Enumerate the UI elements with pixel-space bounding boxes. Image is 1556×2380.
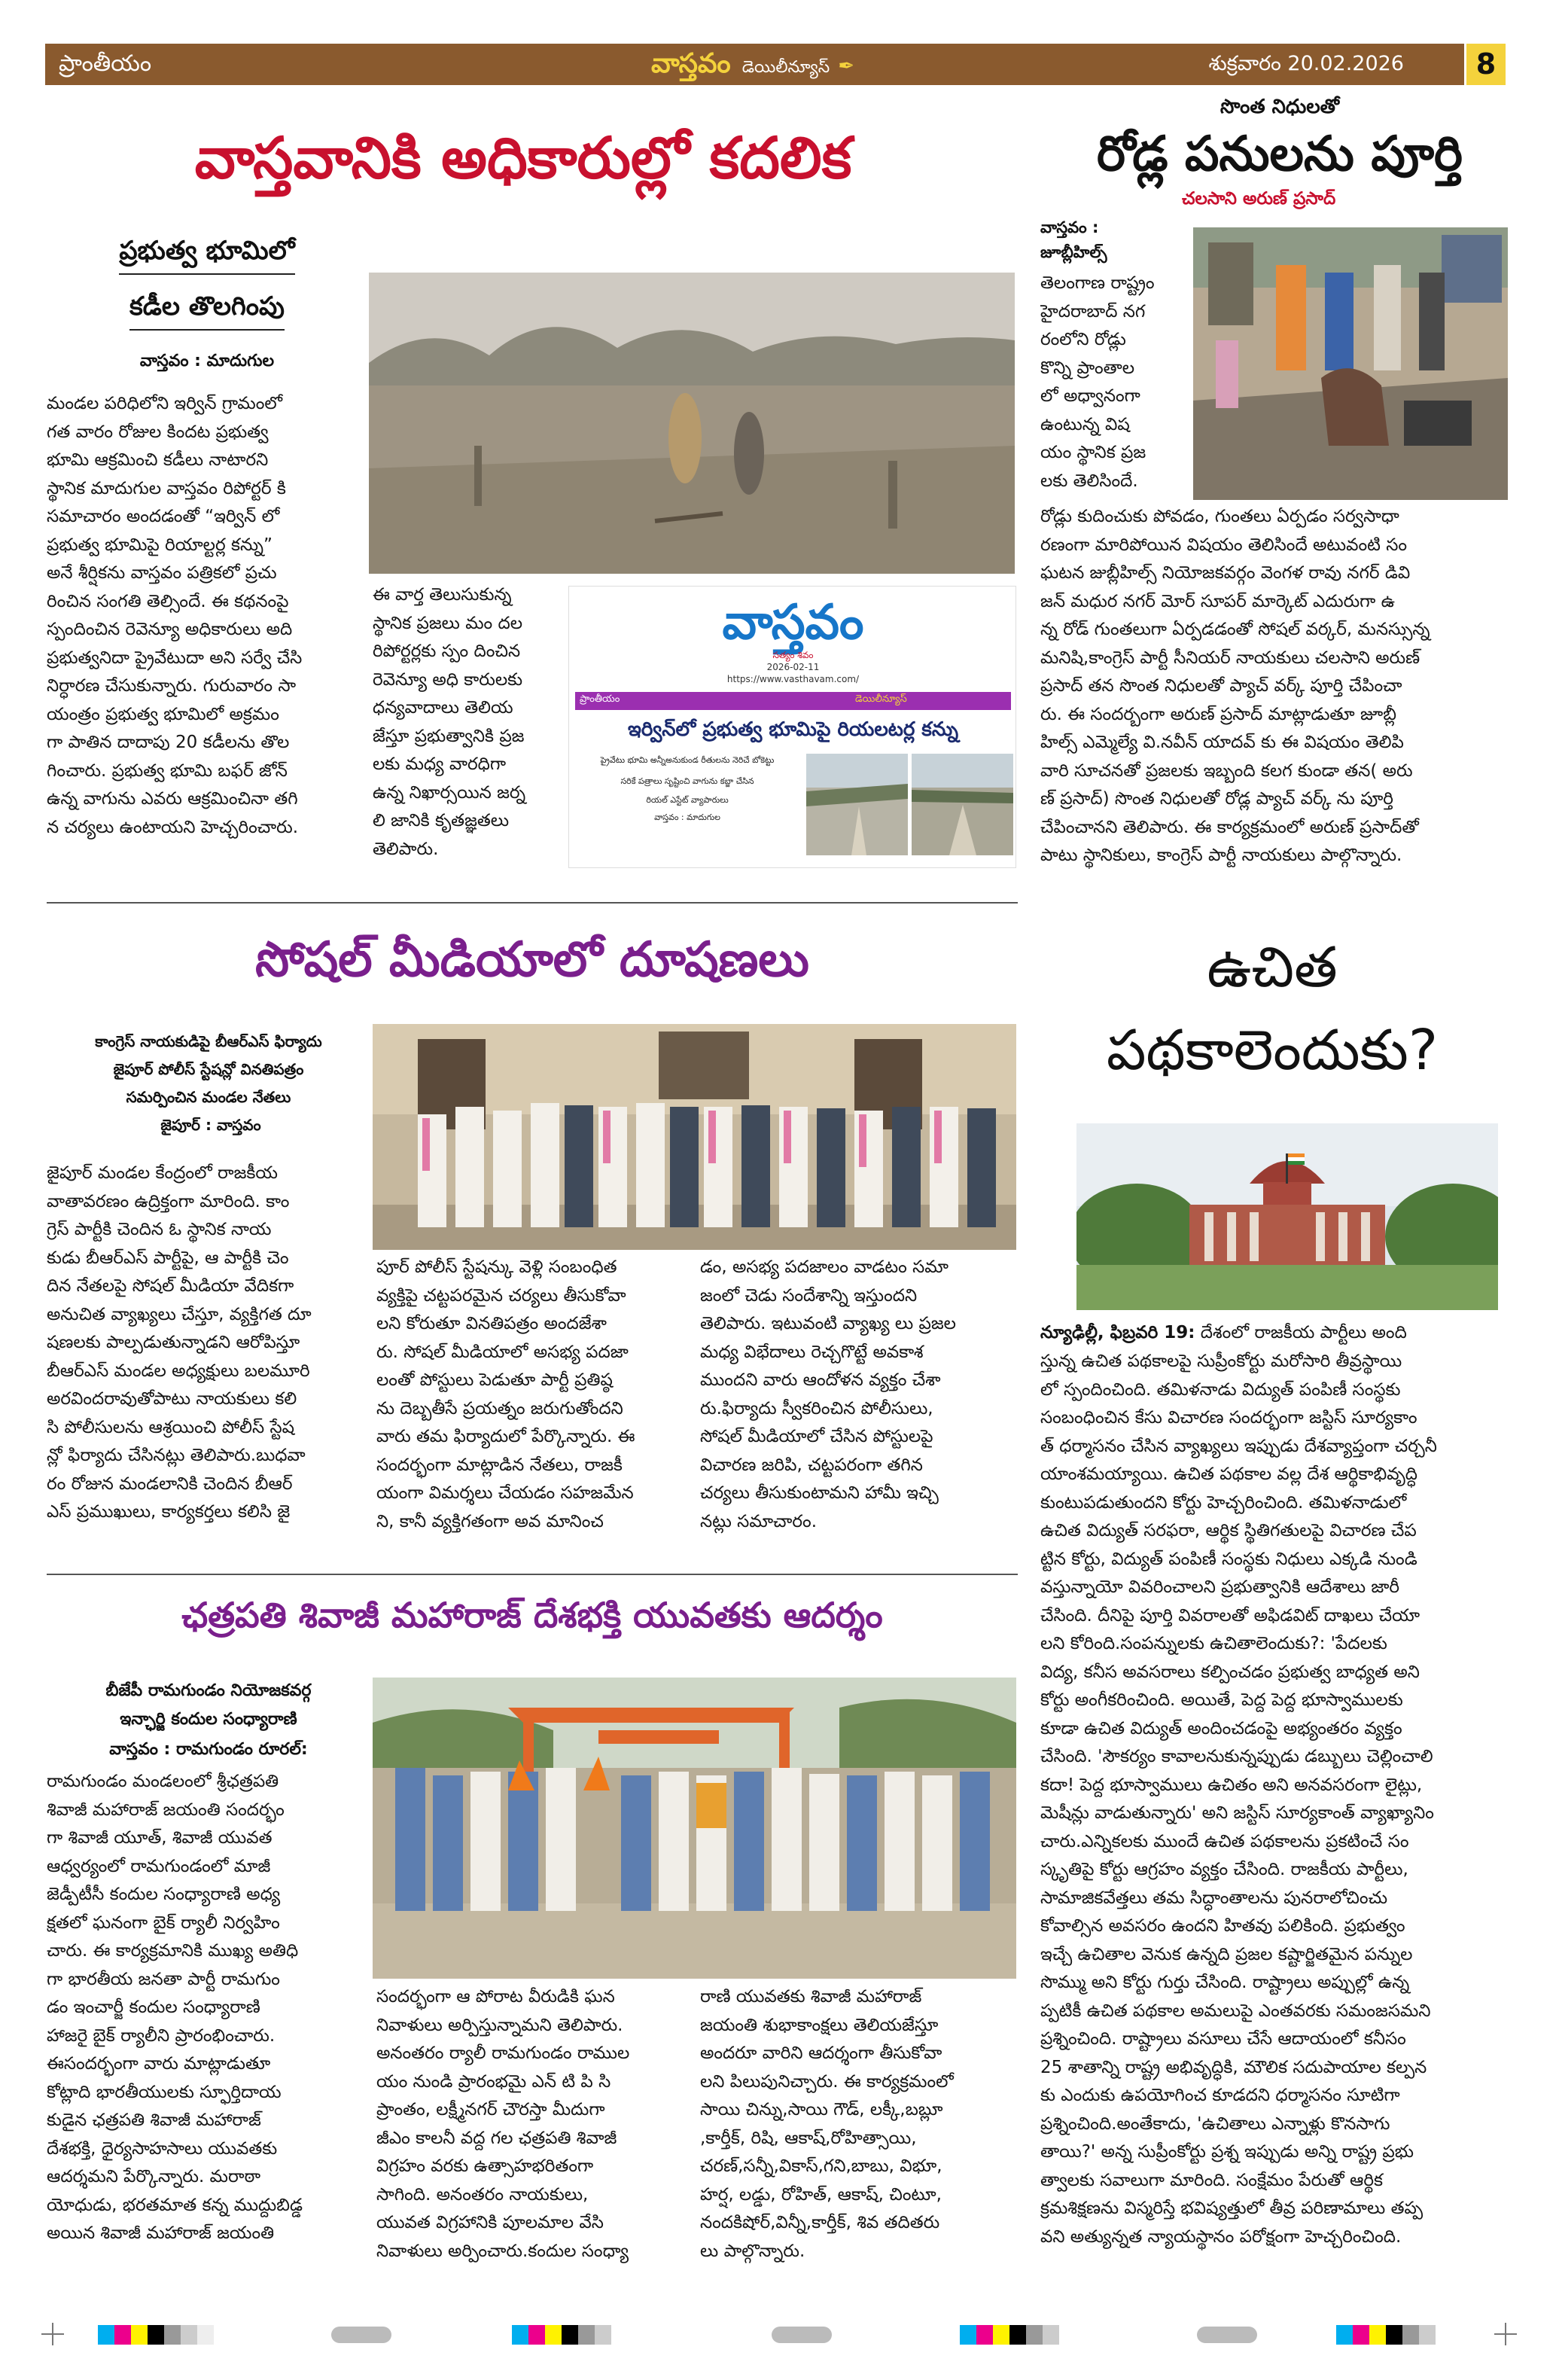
clip-url: https://www.vasthavam.com/ — [726, 674, 860, 684]
gray-pill-2 — [772, 2327, 832, 2343]
story3-body-col2: పూర్ పోలీస్ స్టేషన్కు వెళ్లి సంబంధిత వ్యక్తిపై చట్టపరమైన చర్యలు తీసుకోవా లని కోరుతూ వినతిపత్రం అందజేశా రు. సోషల్ మీడియాలో అసభ్య పదజా లంతో పోస్టులు పెడుతూ పార్టీ ప్రతిష్ఠ ను దెబ్బతీసే ప్రయత్నం జరుగుతోందని వారు తమ ఫిర్యాదులో పేర్కొన్నారు. ఈ సందర్భంగా మాట్లాడిన నేతలు, రాజకీ యంగా విమర్శలు చేయడం సహజమేన ని, కానీ వ్యక్తిగతంగా అవ మానించ — [376, 1257, 635, 1531]
story1-headline: వాస్తవానికి అధికారుల్లో కదలిక — [194, 124, 852, 191]
story1-subhead — [53, 230, 361, 331]
masthead-sub: డెయిలీన్యూస్ — [741, 58, 830, 77]
divider-story1 — [47, 902, 1018, 904]
clip-photo-left — [806, 754, 908, 855]
clip-headline: ఇర్విన్‌లో ప్రభుత్వ భూమిపై రియలటర్ల కన్ను — [628, 718, 958, 741]
clip-logo-tag: సత్యం శివం — [772, 650, 814, 660]
story5-dateline: వాస్తవం : రామగుండం రూరల్: — [109, 1740, 308, 1759]
header-date: శుక్రవారం 20.02.2026 — [1208, 52, 1404, 75]
story4-headline-line2: పథకాలెందుకు? — [1106, 1018, 1439, 1083]
gray-pill-1 — [331, 2327, 391, 2343]
story5-body-col1: రామగుండం మండలంలో శ్రీఛత్రపతి శివాజీ మహారాజ్ జయంతి సందర్భం గా శివాజీ యూత్, శివాజీ యువత ఆధ్వర్యంలో రామగుండంలో మాజీ జెడ్పీటీసీ కందుల సంధ్యారాణి అధ్య క్షతలో ఘనంగా బైక్ ర్యాలీ నిర్వహిం చారు. ఈ కార్యక్రమానికి ముఖ్య అతిధి గా భారతీయ జనతా పార్టీ రామగుం డం ఇంచార్జీ కందుల సంధ్యారాణి హాజరై బైక్ ర్యాలీని ప్రారంభించారు. ఈసందర్భంగా వారు మాట్లాడుతూ కోట్లాది భారతీయులకు స్ఫూర్తిదాయ కుడైన ఛత్రపతి శివాజీ మహారాజ్ దేశభక్తి, ధైర్యసాహసాలు యువతకు ఆదర్శమని పేర్కొన్నారు. మరాఠా యోధుడు, భరతమాత కన్న ముద్దుబిడ్డ అయిన శివాజీ మహారాజ్ జయంతి — [47, 1772, 303, 2243]
story2-body-top: తెలంగాణ రాష్ట్రం హైదరాబాద్ నగ రంలోని రోడ్లు కొన్ని ప్రాంతాల లో అధ్వానంగా ఉంటున్న విష యం స్థానిక ప్రజ లకు తెలిసిందే. — [1040, 273, 1155, 491]
registration-crosshair-right — [1494, 2323, 1517, 2345]
color-bar-4 — [1336, 2325, 1436, 2345]
story2-kicker: సొంత నిధులతో — [1220, 96, 1340, 118]
story1-body-col2: ఈ వార్త తెలుసుకున్న స్థానిక ప్రజలు మం దల రిపోర్టర్లకు స్పం దించిన రెవెన్యూ అధి కారులకు ధన్యవాదాలు తెలియ జేస్తూ ప్రభుత్వానికి ప్రజ లకు మధ్య వారధిగా ఉన్న నిఖార్సయిన జర్న లి జానికి కృతజ్ఞతలు తెలిపారు. — [373, 585, 526, 859]
story3-sub1: కాంగ్రెస్ నాయకుడిపై బీఆర్ఎస్ ఫిర్యాదు — [95, 1032, 322, 1050]
story4-lead-para — [1040, 1319, 1507, 1349]
story5-rally-photo — [373, 1678, 1016, 1979]
story3-dateline: జైపూర్ : వాస్తవం — [160, 1116, 261, 1134]
clip-line1: ప్రైవేటు భూమి అన్నీఅనుకుండ రీతులను నెరిచే బోకెట్టు — [600, 755, 775, 765]
story2-byline: చలసాని అరుణ్ ప్రసాద్ — [1182, 189, 1336, 209]
story4-court-photo — [1076, 1123, 1498, 1310]
clip-photo-right — [912, 754, 1013, 855]
story1-subhead-line2: కడీల తొలగింపు — [129, 285, 285, 331]
quill-icon: ✒ — [838, 55, 855, 78]
masthead — [595, 45, 911, 84]
color-bar-1 — [98, 2325, 214, 2345]
page-number: 8 — [1466, 44, 1506, 85]
story4-lead: న్యూఢిల్లీ, ఫిబ్రవరి 19: — [1040, 1323, 1195, 1342]
story3-body-col1: జైపూర్ మండల కేంద్రంలో రాజకీయ వాతావరణం ఉద్రిక్తంగా మారింది. కాం గ్రెస్ పార్టీకి చెందిన ఓ స్థానిక నాయ కుడు బీఆర్ఎస్ పార్టీపై, ఆ పార్టీకి చెం దిన నేతలపై సోషల్ మీడియా వేదికగా అనుచిత వ్యాఖ్యలు చేస్తూ, వ్యక్తిగత దూ షణలకు పాల్పడుతున్నాడని ఆరోపిస్తూ బీఆర్ఎస్ మండల అధ్యక్షులు బలమూరి అరవిందరావుతోపాటు నాయకులు కలి సి పోలీసులను ఆశ్రయించి పోలీస్ స్టేష న్లో ఫిర్యాదు చేసినట్లు తెలిపారు.బుధవా రం రోజున మండలానికి చెందిన బీఆర్ ఎస్ ప్రముఖులు, కార్యకర్తలు కలిసి జై — [47, 1163, 312, 1522]
clip-line3: రియల్ ఎస్టేట్ వ్యాపారులు — [646, 795, 729, 805]
story2-dateline2: జూబ్లీహిల్స్ — [1040, 243, 1107, 261]
color-bar-2 — [512, 2325, 611, 2345]
story2-dateline1: వాస్తవం : — [1040, 218, 1099, 236]
story2-headline: రోడ్ల పనులను పూర్తి — [1097, 126, 1463, 182]
clip-line2: సరికే పత్రాలు సృష్టించి వాగును కబ్జా చేసిన — [620, 776, 754, 786]
story3-sub2: జైపూర్ పోలీస్ స్టేషన్లో వినతిపత్రం — [113, 1060, 304, 1078]
story1-dateline: వాస్తవం : మాదుగుల — [139, 352, 275, 370]
divider-story3 — [47, 1574, 1018, 1575]
story4-headline-line1: ఉచిత — [1207, 935, 1338, 1000]
story1-clipping — [568, 586, 1016, 868]
story4-body: స్తున్న ఉచిత పథకాలపై సుప్రీంకోర్టు మరోసారి తీవ్రస్థాయి లో స్పందించింది. తమిళనాడు విద్యుత్ పంపిణీ సంస్థకు సంబంధించిన కేసు విచారణ సందర్భంగా జస్టిస్ సూర్యకాం త్ ధర్మాసనం చేసిన వ్యాఖ్యలు ఇప్పుడు దేశవ్యాప్తంగా చర్చనీ యాంశమయ్యాయి. ఉచిత పథకాల వల్ల దేశ ఆర్థికాభివృద్ధి కుంటుపడుతుందని కోర్టు హెచ్చరించింది. తమిళనాడులో ఉచిత విద్యుత్ సరఫరా, ఆర్థిక స్థితిగతులపై విచారణ చేప ట్టిన కోర్టు, విద్యుత్ పంపిణీ సంస్థకు నిధులు ఎక్కడి నుండి వస్తున్నాయో వివరించాలని ప్రభుత్వానికి ఆదేశాలు జారీ చేసింది. దీనిపై పూర్తి వివరాలతో అఫిడవిట్ దాఖలు చేయా లని కోరింది.సంపన్నులకు ఉచితాలెందుకు?: 'పేదలకు విద్య, కనీస అవసరాలు కల్పించడం ప్రభుత్వ బాధ్యత అని కోర్టు అంగీకరించింది. అయితే, పెద్ద పెద్ద భూస్వాములకు కూడా ఉచిత విద్యుత్ అందించడంపై అభ్యంతరం వ్యక్తం చేసింది. 'సౌకర్యం కావాలనుకున్నప్పుడు డబ్బులు చెల్లించాలి కదా! పెద్ద భూస్వాములు ఉచితం అని అనవసరంగా లైట్లు, మెషీన్లు వాడుతున్నారు' అని జస్టిస్ సూర్యకాంత్ వ్యాఖ్యానిం చారు.ఎన్నికలకు ముందే ఉచిత పథకాలను ప్రకటించే సం స్కృతిపై కోర్టు ఆగ్రహం వ్యక్తం చేసింది. రాజకీయ పార్టీలు, సామాజికవేత్తలు తమ సిద్ధాంతాలను పునరాలోచించు కోవాల్సిన అవసరం ఉందని హితవు పలికింది. ప్రభుత్వం ఇచ్చే ఉచితాల వెనుక ఉన్నది ప్రజల కష్టార్జితమైన పన్నుల సొమ్ము అని కోర్టు గుర్తు చేసింది. రాష్ట్రాలు అప్పుల్లో ఉన్న ప్పటికీ ఉచిత పథకాల అమలుపై ఎంతవరకు సమంజసమని ప్రశ్నించింది. రాష్ట్రాలు వసూలు చేసే ఆదాయంలో కనీసం 25 శాతాన్ని రాష్ట్ర అభివృద్ధికి, మౌలిక సదుపాయాల కల్పన కు ఎందుకు ఉపయోగించ కూడదని ధర్మాసనం సూటిగా ప్రశ్నించింది.అంతేకాదు, 'ఉచితాలు ఎన్నాళ్లు కొనసాగు తాయి?' అన్న సుప్రీంకోర్టు ప్రశ్న ఇప్పుడు అన్ని రాష్ట్ర ప్రభు త్వాలకు సవాలుగా మారింది. సంక్షేమం పేరుతో ఆర్థిక క్రమశిక్షణను విస్మరిస్తే భవిష్యత్తులో తీవ్ర పరిణామాలు తప్ప వని అత్యున్నత న్యాయస్థానం పరోక్షంగా హెచ్చరించింది. — [1040, 1352, 1437, 2247]
story3-group-photo — [373, 1024, 1016, 1250]
clip-band-left: ప్రాంతీయం — [580, 693, 620, 705]
story3-sub3: సమర్పించిన మండల నేతలు — [126, 1088, 291, 1106]
story1-field-photo — [369, 273, 1015, 574]
clip-logo: వాస్తవం — [722, 595, 864, 651]
color-bar-3 — [960, 2325, 1059, 2345]
story3-body-col3: డం, అసభ్య పదజాలం వాడటం సమా జంలో చెడు సందేశాన్ని ఇస్తుందని తెలిపారు. ఇటువంటి వ్యాఖ్య లు ప్రజల మధ్య విభేదాలు రెచ్చగొట్టే అవకాశ ముందని వారు ఆందోళన వ్యక్తం చేశా రు.ఫిర్యాదు స్వీకరించిన పోలీసులు, సోషల్ మీడియాలో చేసిన పోస్టులపై విచారణ జరిపి, చట్టపరంగా తగిన చర్యలు తీసుకుంటామని హామీ ఇచ్చి నట్లు సమాచారం. — [700, 1257, 956, 1531]
gray-pill-3 — [1197, 2327, 1257, 2343]
header-section: ప్రాంతీయం — [59, 50, 152, 77]
story5-body-col2: సందర్భంగా ఆ పోరాట వీరుడికి ఘన నివాళులు అర్పిస్తున్నామని తెలిపారు. అనంతరం ర్యాలీ రామగుండం రాముల యం నుండి ప్రారంభమై ఎన్ టి పి సి ప్రాంతం, లక్ష్మీనగర్ చౌరస్తా మీదుగా జీఎం కాలనీ వద్ద గల ఛత్రపతి శివాజీ విగ్రహం వరకు ఉత్సాహభరితంగా సాగింది. అనంతరం నాయకులు, యువత విగ్రహానికి పూలమాల వేసి నివాళులు అర్పించారు.కందుల సంధ్యా — [376, 1987, 630, 2261]
story5-body-col3: రాణి యువతకు శివాజీ మహారాజ్ జయంతి శుభాకాంక్షలు తెలియజేస్తూ అందరూ వారిని ఆదర్శంగా తీసుకోవా లని పిలుపునిచ్చారు. ఈ కార్యక్రమంలో సాయి చిన్ను,సాయి గౌడ్, లక్కీ,బబ్లూ ,కార్తీక్, రిషి, ఆకాష్,రోహిత్సాయి, చరణ్,సన్నీ,వికాస్,గని,బాబు, విభూ, హర్ష, లడ్డు, రోహిత్, ఆకాష్, చింటూ, నందకిషోర్,విన్నీ,కార్తీక్, శివ తదితరు లు పాల్గొన్నారు. — [700, 1987, 954, 2261]
story1-body-col1: మండల పరిధిలోని ఇర్విన్ గ్రామంలో గత వారం రోజుల కిందట ప్రభుత్వ భూమి ఆక్రమించి కడీలు నాటారని స్థానిక మాదుగుల వాస్తవం రిపోర్టర్ కి సమాచారం అందడంతో “ఇర్విన్ లో ప్రభుత్వ భూమిపై రియాల్టర్ల కన్ను” అనే శీర్షికను వాస్తవం పత్రికలో ప్రచు రించిన సంగతి తెల్సిందే. ఈ కథనంపై స్పందించిన రెవెన్యూ అధికారులు అది ప్రభుత్వనిదా ప్రైవేటుదా అని సర్వే చేసి నిర్ధారణ చేసుకున్నారు. గురువారం సా యంత్రం ప్రభుత్వ భూమిలో అక్రమం గా పాతిన దాదాపు 20 కడీలను తొల గించారు. ప్రభుత్వ భూమి బఫర్ జోన్ ఉన్న వాగును ఎవరు ఆక్రమించినా తగి న చర్యలు ఉంటాయని హెచ్చరించారు. — [47, 394, 303, 837]
story5-headline: ఛత్రపతి శివాజీ మహారాజ్ దేశభక్తి యువతకు ఆదర్శం — [181, 1595, 883, 1635]
clip-line4: వాస్తవం : మాదుగుల — [654, 812, 720, 822]
story5-sub1: బీజేపీ రామగుండం నియోజకవర్గ — [105, 1681, 312, 1700]
story3-headline: సోషల్ మీడియాలో దూషణలు — [255, 932, 809, 988]
clip-band-right: డెయిలీన్యూస్ — [855, 693, 907, 705]
registration-crosshair-left — [41, 2323, 64, 2345]
clip-band — [575, 692, 1011, 710]
clip-date: 2026-02-11 — [766, 662, 820, 672]
story1-subhead-line1: ప్రభుత్వ భూమిలో — [119, 230, 294, 275]
story2-roadwork-photo — [1193, 227, 1508, 500]
story5-sub2: ఇన్ఛార్జి కందుల సంధ్యారాణి — [120, 1710, 297, 1729]
masthead-title: వాస్తవం — [650, 48, 731, 79]
story2-body-full: రోడ్లు కుదించుకు పోవడం, గుంతలు ఏర్పడం సర్వసాధా రణంగా మారిపోయిన విషయం తెలిసిందే అటువంటి సం ఘటన జుబ్లీహిల్స్ నియోజకవర్గం వెంగళ రావు నగర్ డివి జన్ మధుర నగర్ మోర్ సూపర్ మార్కెట్ ఎదురుగా ఉ న్న రోడ్ గుంతలుగా ఏర్పడడంతో సోషల్ వర్కర్, మనస్సున్న మనిషి,కాంగ్రెస్ పార్టీ సీనియర్ నాయకులు చలసాని అరుణ్ ప్రసాద్ తన సొంత నిధులతో ప్యాచ్ వర్క్ పూర్తి చేపించా రు. ఈ సందర్బంగా అరుణ్ ప్రసాద్ మాట్లాడుతూ జూబ్లీ హిల్స్ ఎమ్మెల్యే వి.నవీన్ యాదవ్ కు ఈ విషయం తెలిపి వారి సూచనతో ప్రజలకు ఇబ్బంది కలగ కుండా తన( అరు ణ్ ప్రసాద్) సొంత నిధులతో రోడ్ల ప్యాచ్ వర్క్ ను పూర్తి చేపించానని తెలిపారు. ఈ కార్యక్రమంలో అరుణ్ ప్రసాద్‌తో పాటు స్థానికులు, కాంగ్రెస్ పార్టీ నాయకులు పాల్గొన్నారు. — [1040, 507, 1430, 865]
story4-body-first: దేశంలో రాజకీయ పార్టీలు అంది — [1195, 1323, 1407, 1342]
